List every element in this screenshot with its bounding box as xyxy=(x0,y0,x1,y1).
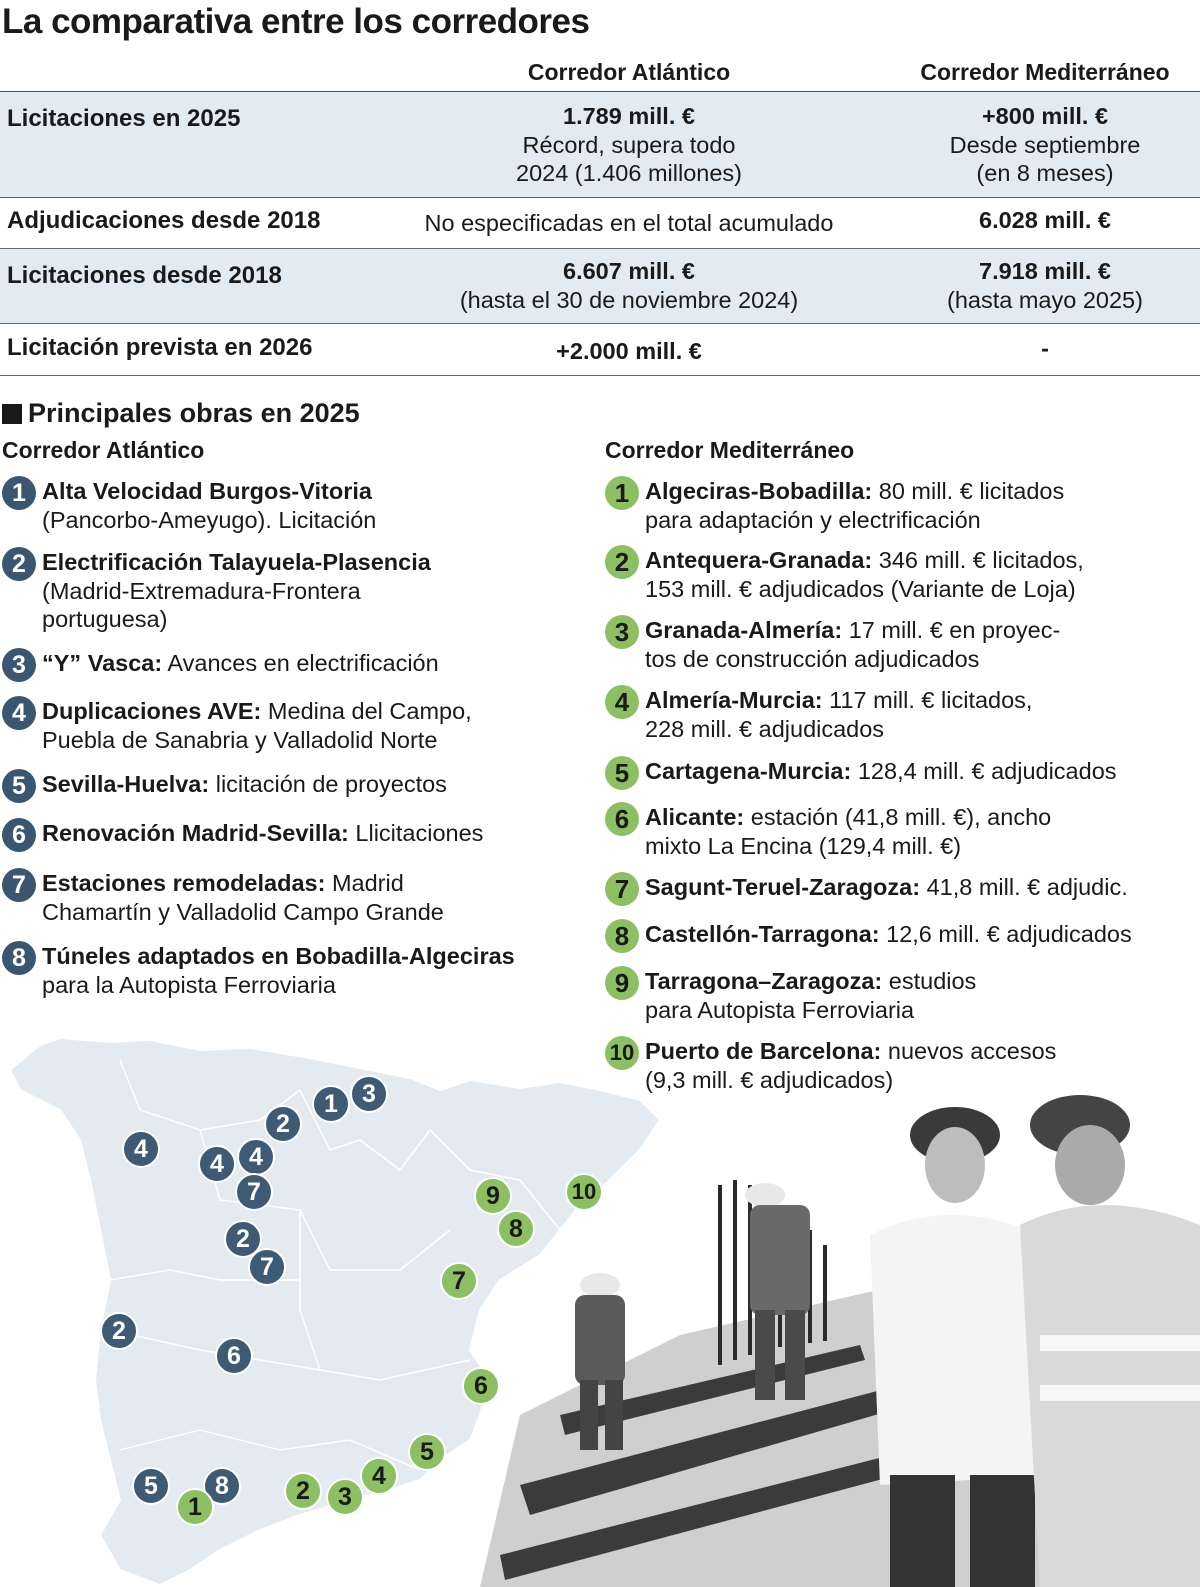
map-pin-atlantico: 6 xyxy=(215,1337,253,1375)
cell-note: (hasta el 30 de noviembre 2024) xyxy=(459,286,799,313)
list-item xyxy=(2,942,515,999)
cell-value: No especificadas en el total acumulado xyxy=(424,210,834,236)
item-text xyxy=(42,649,439,678)
map-pin-atlantico: 4 xyxy=(198,1145,236,1183)
item-detail: Puebla de Sanabria y Valladolid Norte xyxy=(42,726,438,753)
item-title: Granada-Almería: xyxy=(645,617,843,643)
item-detail: 117 mill. € licitados, xyxy=(822,687,1033,713)
map-pin-atlantico: 5 xyxy=(132,1467,170,1505)
item-detail: estación (41,8 mill. €), ancho xyxy=(744,804,1052,830)
header-mediterraneo: Corredor Mediterráneo xyxy=(920,59,1170,85)
map-pin-mediterraneo: 5 xyxy=(408,1433,446,1471)
cell-mediterraneo xyxy=(890,206,1200,235)
cell-note: Desde septiembre xyxy=(949,131,1141,158)
map-pin-mediterraneo: 1 xyxy=(176,1488,214,1526)
map-pin-atlantico: 4 xyxy=(122,1130,160,1168)
item-title: Alicante: xyxy=(645,804,745,830)
item-title: Cartagena-Murcia: xyxy=(645,758,852,784)
table-row xyxy=(0,198,1200,249)
cell-note: (hasta mayo 2025) xyxy=(947,286,1143,313)
map-pin-atlantico: 3 xyxy=(350,1075,388,1113)
item-text xyxy=(42,477,376,534)
mediterraneo-title: Corredor Mediterráneo xyxy=(605,437,855,463)
cell-mediterraneo xyxy=(890,257,1200,314)
row-label: Licitaciones en 2025 xyxy=(7,105,241,132)
item-detail: Avances en electrificación xyxy=(162,650,439,676)
number-badge-icon: 3 xyxy=(2,648,36,682)
cell-value: - xyxy=(1041,335,1049,361)
works-heading xyxy=(2,398,360,429)
header-atlantico: Corredor Atlántico xyxy=(527,59,731,85)
map-pin-atlantico: 2 xyxy=(224,1220,262,1258)
item-detail: portuguesa) xyxy=(42,606,168,632)
number-badge-icon: 1 xyxy=(2,476,36,510)
cell-value: +800 mill. € xyxy=(981,103,1109,129)
number-badge-icon: 8 xyxy=(605,919,639,953)
comparison-table xyxy=(0,52,1200,376)
map-pin-atlantico: 7 xyxy=(235,1173,273,1211)
item-text xyxy=(42,697,472,754)
number-badge-icon: 2 xyxy=(2,547,36,581)
item-detail: 128,4 mill. € adjudicados xyxy=(851,758,1117,784)
number-badge-icon: 6 xyxy=(2,818,36,852)
number-badge-icon: 3 xyxy=(605,615,639,649)
item-detail: 41,8 mill. € adjudic. xyxy=(920,874,1128,900)
list-item xyxy=(605,757,1117,790)
table-row xyxy=(0,92,1200,198)
item-text xyxy=(645,546,1084,603)
map-pin-mediterraneo: 9 xyxy=(474,1177,512,1215)
item-text xyxy=(645,873,1128,902)
map-pin-mediterraneo: 3 xyxy=(326,1478,364,1516)
item-text xyxy=(42,869,444,926)
item-title: Sagunt-Teruel-Zaragoza: xyxy=(645,874,921,900)
number-badge-icon: 9 xyxy=(605,966,639,1000)
item-title: Electrificación Talayuela-Plasencia xyxy=(42,549,431,575)
cell-mediterraneo xyxy=(890,102,1200,188)
list-item xyxy=(2,477,376,534)
item-detail: (Pancorbo-Ameyugo). Licitación xyxy=(42,506,377,533)
number-badge-icon: 2 xyxy=(605,545,639,579)
item-text xyxy=(42,770,447,799)
item-title: “Y” Vasca: xyxy=(42,650,163,676)
item-title: Tarragona–Zaragoza: xyxy=(645,968,883,994)
list-item xyxy=(605,616,1060,673)
cell-value: 7.918 mill. € xyxy=(979,258,1111,284)
cell-value: +2.000 mill. € xyxy=(556,338,702,364)
works-heading-text: Principales obras en 2025 xyxy=(28,398,360,428)
table-header xyxy=(0,52,1200,92)
item-title: Almería-Murcia: xyxy=(645,687,823,713)
row-label: Licitaciones desde 2018 xyxy=(7,262,282,289)
map-pin-atlantico: 8 xyxy=(203,1467,241,1505)
item-text xyxy=(645,616,1060,673)
item-text xyxy=(645,477,1064,534)
item-detail: nuevos accesos xyxy=(881,1038,1057,1064)
item-text xyxy=(645,803,1051,860)
map-pin-mediterraneo: 6 xyxy=(462,1367,500,1405)
list-item xyxy=(2,770,447,803)
list-item xyxy=(605,873,1128,906)
item-text xyxy=(645,920,1132,949)
item-detail: Medina del Campo, xyxy=(261,698,472,724)
list-item xyxy=(605,546,1084,603)
number-badge-icon: 1 xyxy=(605,476,639,510)
item-detail: Llicitaciones xyxy=(348,820,484,846)
number-badge-icon: 5 xyxy=(605,756,639,790)
number-badge-icon: 5 xyxy=(2,769,36,803)
item-detail: tos de construcción adjudicados xyxy=(645,645,980,672)
list-item xyxy=(605,803,1051,860)
item-title: Duplicaciones AVE: xyxy=(42,698,262,724)
item-detail: (Madrid-Extremadura-Frontera xyxy=(42,577,361,604)
atlantico-title: Corredor Atlántico xyxy=(2,437,205,463)
list-item xyxy=(605,686,1032,743)
list-item xyxy=(2,548,431,634)
item-title: Renovación Madrid-Sevilla: xyxy=(42,820,349,846)
number-badge-icon: 6 xyxy=(605,802,639,836)
number-badge-icon: 7 xyxy=(2,868,36,902)
item-detail: 80 mill. € licitados xyxy=(872,478,1065,504)
item-text xyxy=(42,942,515,999)
item-detail: 228 mill. € adjudicados xyxy=(645,715,885,742)
page-title: La comparativa entre los corredores xyxy=(2,2,590,41)
item-detail: para la Autopista Ferroviaria xyxy=(42,971,336,998)
item-detail: estudios xyxy=(882,968,977,994)
table-row xyxy=(0,249,1200,324)
item-detail: 12,6 mill. € adjudicados xyxy=(879,921,1132,947)
list-item xyxy=(605,967,976,1024)
map-pin-mediterraneo: 7 xyxy=(440,1262,478,1300)
map-pin-mediterraneo: 10 xyxy=(565,1173,603,1211)
number-badge-icon: 4 xyxy=(2,696,36,730)
cell-mediterraneo xyxy=(890,334,1200,363)
cell-value: 1.789 mill. € xyxy=(563,103,695,129)
item-text xyxy=(42,819,483,848)
number-badge-icon: 7 xyxy=(605,872,639,906)
item-title: Alta Velocidad Burgos-Vitoria xyxy=(42,478,372,504)
cell-atlantico xyxy=(383,209,875,238)
map-pin-mediterraneo: 4 xyxy=(360,1457,398,1495)
item-detail: 346 mill. € licitados, xyxy=(872,547,1084,573)
map-pin-atlantico: 7 xyxy=(248,1248,286,1286)
map-pin-atlantico: 1 xyxy=(312,1085,350,1123)
map-pin-mediterraneo: 8 xyxy=(497,1210,535,1248)
list-item xyxy=(2,697,472,754)
construction-workers-photo xyxy=(480,1085,1200,1587)
item-text xyxy=(42,548,431,634)
row-label: Licitación prevista en 2026 xyxy=(7,334,313,361)
item-title: Antequera-Granada: xyxy=(645,547,873,573)
item-text xyxy=(645,757,1117,786)
cell-note: (en 8 meses) xyxy=(976,160,1114,186)
map-pin-atlantico: 4 xyxy=(237,1138,275,1176)
cell-atlantico xyxy=(383,102,875,188)
engineer-safety-vest xyxy=(1020,1095,1200,1587)
item-text xyxy=(645,967,976,1024)
item-title: Castellón-Tarragona: xyxy=(645,921,880,947)
item-title: Puerto de Barcelona: xyxy=(645,1038,882,1064)
item-detail: mixto La Encina (129,4 mill. €) xyxy=(645,832,962,859)
number-badge-icon: 4 xyxy=(605,685,639,719)
list-item xyxy=(605,920,1132,953)
map-pin-atlantico: 2 xyxy=(264,1105,302,1143)
cell-note: Récord, supera todo xyxy=(522,131,736,158)
list-item xyxy=(2,869,444,926)
cell-value: 6.607 mill. € xyxy=(563,258,695,284)
square-bullet-icon xyxy=(2,404,22,424)
item-title: Túneles adaptados en Bobadilla-Algeciras xyxy=(42,943,515,969)
row-label: Adjudicaciones desde 2018 xyxy=(7,207,321,234)
item-text xyxy=(645,686,1032,743)
item-title: Sevilla-Huelva: xyxy=(42,771,210,797)
item-detail: 17 mill. € en proyec- xyxy=(842,617,1061,643)
cell-atlantico xyxy=(383,257,875,314)
item-detail: para Autopista Ferroviaria xyxy=(645,996,915,1023)
map-pin-atlantico: 2 xyxy=(100,1312,138,1350)
number-badge-icon: 10 xyxy=(605,1036,639,1070)
item-detail: para adaptación y electrificación xyxy=(645,506,981,533)
list-item xyxy=(2,819,483,852)
table-row xyxy=(0,324,1200,376)
item-detail: (9,3 mill. € adjudicados) xyxy=(645,1066,894,1093)
list-item xyxy=(2,649,439,682)
item-title: Estaciones remodeladas: xyxy=(42,870,326,896)
list-item xyxy=(605,477,1064,534)
cell-note: 2024 (1.406 millones) xyxy=(516,160,742,186)
map-pin-mediterraneo: 2 xyxy=(284,1472,322,1510)
cell-value: 6.028 mill. € xyxy=(979,207,1111,233)
cell-atlantico xyxy=(383,337,875,366)
item-detail: licitación de proyectos xyxy=(209,771,447,797)
item-detail: Chamartín y Valladolid Campo Grande xyxy=(42,898,444,925)
item-detail: 153 mill. € adjudicados (Variante de Loja) xyxy=(645,575,1076,602)
number-badge-icon: 8 xyxy=(2,941,36,975)
item-detail: Madrid xyxy=(325,870,404,896)
item-title: Algeciras-Bobadilla: xyxy=(645,478,873,504)
